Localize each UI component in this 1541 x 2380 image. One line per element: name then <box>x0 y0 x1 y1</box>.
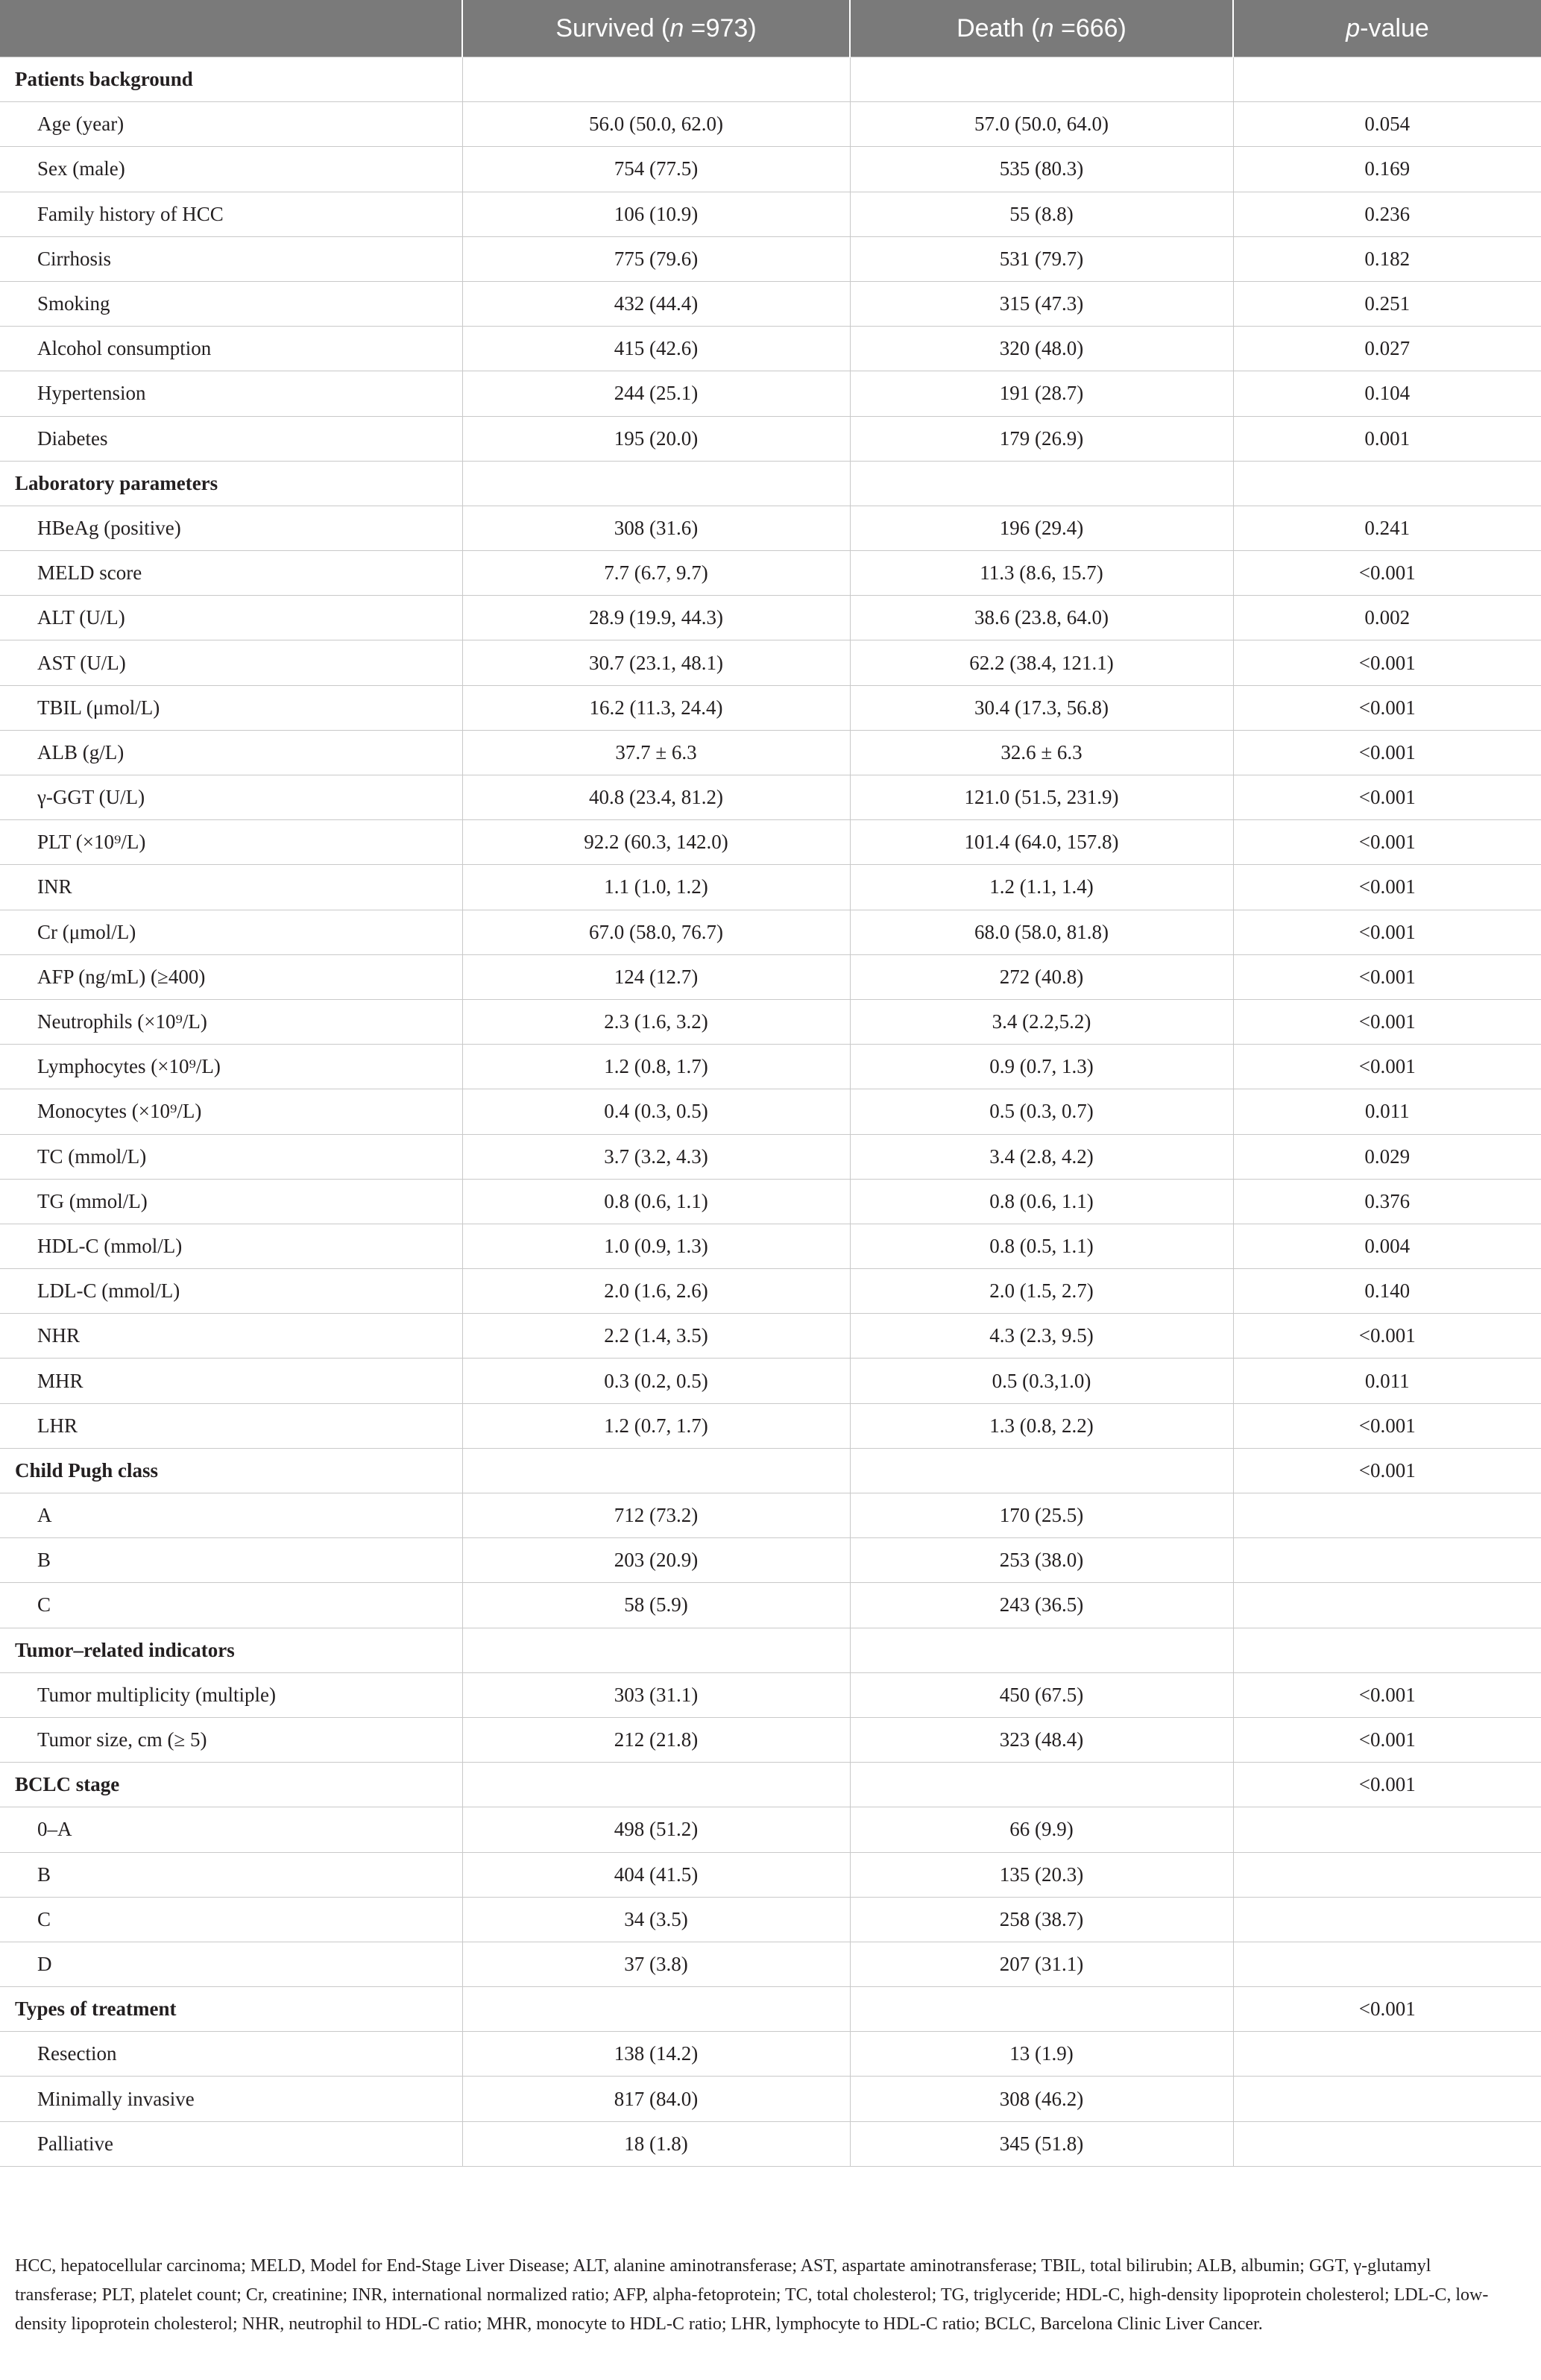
row-label: 0–A <box>0 1807 462 1852</box>
row-label: MHR <box>0 1359 462 1403</box>
survived-value: 2.2 (1.4, 3.5) <box>462 1314 850 1359</box>
death-value: 2.0 (1.5, 2.7) <box>850 1269 1233 1314</box>
header-variable <box>0 0 462 57</box>
death-value: 68.0 (58.0, 81.8) <box>850 910 1233 954</box>
survived-value: 754 (77.5) <box>462 147 850 192</box>
p-value: 0.169 <box>1233 147 1541 192</box>
row-label: LDL-C (mmol/L) <box>0 1269 462 1314</box>
row-label: Minimally invasive <box>0 2077 462 2121</box>
p-value <box>1233 461 1541 506</box>
survived-value <box>462 1448 850 1493</box>
survived-value: 0.4 (0.3, 0.5) <box>462 1089 850 1134</box>
survived-value: 212 (21.8) <box>462 1717 850 1762</box>
p-value: <0.001 <box>1233 1763 1541 1807</box>
row-label: C <box>0 1897 462 1942</box>
survived-value: 37 (3.8) <box>462 1942 850 1986</box>
p-value: 0.011 <box>1233 1089 1541 1134</box>
survived-value: 56.0 (50.0, 62.0) <box>462 102 850 147</box>
row-label: PLT (×10⁹/L) <box>0 820 462 865</box>
table-row <box>0 281 1541 326</box>
death-value: 3.4 (2.8, 4.2) <box>850 1134 1233 1179</box>
table-row <box>0 416 1541 461</box>
death-value: 66 (9.9) <box>850 1807 1233 1852</box>
survived-value: 308 (31.6) <box>462 506 850 550</box>
row-label: Neutrophils (×10⁹/L) <box>0 999 462 1044</box>
row-label: MELD score <box>0 551 462 596</box>
survived-value: 1.2 (0.7, 1.7) <box>462 1403 850 1448</box>
table-header <box>0 0 1541 57</box>
header-death-prefix: Death ( <box>957 13 1040 42</box>
survived-value: 404 (41.5) <box>462 1852 850 1897</box>
table-row <box>0 1403 1541 1448</box>
table-row <box>0 1224 1541 1268</box>
section-row <box>0 1628 1541 1672</box>
row-label: D <box>0 1942 462 1986</box>
row-label: Tumor size, cm (≥ 5) <box>0 1717 462 1762</box>
table-row <box>0 2032 1541 2077</box>
death-value: 345 (51.8) <box>850 2121 1233 2166</box>
p-value: 0.001 <box>1233 416 1541 461</box>
table-row <box>0 551 1541 596</box>
survived-value: 432 (44.4) <box>462 281 850 326</box>
survived-value: 30.7 (23.1, 48.1) <box>462 640 850 685</box>
survived-value: 303 (31.1) <box>462 1672 850 1717</box>
survived-value <box>462 1628 850 1672</box>
table-row <box>0 1852 1541 1897</box>
death-value: 535 (80.3) <box>850 147 1233 192</box>
survived-value <box>462 1987 850 2032</box>
p-value: <0.001 <box>1233 999 1541 1044</box>
survived-value: 58 (5.9) <box>462 1583 850 1628</box>
table-row <box>0 685 1541 730</box>
death-value: 4.3 (2.3, 9.5) <box>850 1314 1233 1359</box>
survived-value: 3.7 (3.2, 4.3) <box>462 1134 850 1179</box>
survived-value: 2.3 (1.6, 3.2) <box>462 999 850 1044</box>
table-row <box>0 327 1541 371</box>
survived-value: 1.0 (0.9, 1.3) <box>462 1224 850 1268</box>
table-row <box>0 1179 1541 1224</box>
header-survived <box>462 0 850 57</box>
death-value: 0.5 (0.3, 0.7) <box>850 1089 1233 1134</box>
table-row <box>0 865 1541 910</box>
death-value <box>850 1448 1233 1493</box>
survived-value: 1.2 (0.8, 1.7) <box>462 1045 850 1089</box>
survived-value: 34 (3.5) <box>462 1897 850 1942</box>
survived-value: 124 (12.7) <box>462 954 850 999</box>
table-row <box>0 1538 1541 1583</box>
p-value: 0.054 <box>1233 102 1541 147</box>
p-value: <0.001 <box>1233 1672 1541 1717</box>
table-row <box>0 1134 1541 1179</box>
p-value <box>1233 1493 1541 1538</box>
row-label: AST (U/L) <box>0 640 462 685</box>
p-value: <0.001 <box>1233 954 1541 999</box>
table-row <box>0 1359 1541 1403</box>
death-value <box>850 1987 1233 2032</box>
p-value <box>1233 1942 1541 1986</box>
p-value: 0.182 <box>1233 236 1541 281</box>
death-value: 32.6 ± 6.3 <box>850 730 1233 775</box>
table-row <box>0 640 1541 685</box>
p-value: <0.001 <box>1233 640 1541 685</box>
p-value: <0.001 <box>1233 1314 1541 1359</box>
p-value: <0.001 <box>1233 865 1541 910</box>
section-row <box>0 1763 1541 1807</box>
death-value: 243 (36.5) <box>850 1583 1233 1628</box>
row-label: Age (year) <box>0 102 462 147</box>
section-row <box>0 1987 1541 2032</box>
death-value: 0.8 (0.5, 1.1) <box>850 1224 1233 1268</box>
survived-value: 498 (51.2) <box>462 1807 850 1852</box>
header-death <box>850 0 1233 57</box>
p-value: <0.001 <box>1233 1448 1541 1493</box>
row-label: Resection <box>0 2032 462 2077</box>
header-death-suffix: =666) <box>1053 13 1126 42</box>
survived-value: 7.7 (6.7, 9.7) <box>462 551 850 596</box>
death-value: 315 (47.3) <box>850 281 1233 326</box>
death-value: 1.2 (1.1, 1.4) <box>850 865 1233 910</box>
p-value: 0.236 <box>1233 192 1541 236</box>
table-row <box>0 102 1541 147</box>
table-row <box>0 2077 1541 2121</box>
row-label: Sex (male) <box>0 147 462 192</box>
p-value <box>1233 1807 1541 1852</box>
section-row <box>0 57 1541 102</box>
row-label: Lymphocytes (×10⁹/L) <box>0 1045 462 1089</box>
survived-value: 67.0 (58.0, 76.7) <box>462 910 850 954</box>
row-label: Patients background <box>0 57 462 102</box>
death-value <box>850 1628 1233 1672</box>
death-value: 121.0 (51.5, 231.9) <box>850 775 1233 820</box>
death-value: 3.4 (2.2,5.2) <box>850 999 1233 1044</box>
p-value: 0.241 <box>1233 506 1541 550</box>
death-value: 450 (67.5) <box>850 1672 1233 1717</box>
survived-value: 106 (10.9) <box>462 192 850 236</box>
survived-value: 195 (20.0) <box>462 416 850 461</box>
p-value <box>1233 2032 1541 2077</box>
table-row <box>0 1314 1541 1359</box>
row-label: Child Pugh class <box>0 1448 462 1493</box>
p-value: <0.001 <box>1233 1403 1541 1448</box>
table-row <box>0 730 1541 775</box>
p-value: 0.002 <box>1233 596 1541 640</box>
survived-value: 775 (79.6) <box>462 236 850 281</box>
row-label: Family history of HCC <box>0 192 462 236</box>
p-value: 0.251 <box>1233 281 1541 326</box>
row-label: B <box>0 1538 462 1583</box>
table-row <box>0 1089 1541 1134</box>
row-label: Diabetes <box>0 416 462 461</box>
survived-value: 138 (14.2) <box>462 2032 850 2077</box>
row-label: A <box>0 1493 462 1538</box>
row-label: Alcohol consumption <box>0 327 462 371</box>
header-death-n: n <box>1039 13 1054 42</box>
row-label: C <box>0 1583 462 1628</box>
table-row <box>0 1045 1541 1089</box>
header-survived-n: n <box>669 13 684 42</box>
row-label: AFP (ng/mL) (≥400) <box>0 954 462 999</box>
death-value: 13 (1.9) <box>850 2032 1233 2077</box>
p-value <box>1233 1897 1541 1942</box>
row-label: Tumor multiplicity (multiple) <box>0 1672 462 1717</box>
table-row <box>0 147 1541 192</box>
survived-value: 92.2 (60.3, 142.0) <box>462 820 850 865</box>
survived-value: 16.2 (11.3, 24.4) <box>462 685 850 730</box>
survived-value <box>462 1763 850 1807</box>
section-row <box>0 1448 1541 1493</box>
death-value <box>850 461 1233 506</box>
table-row <box>0 1493 1541 1538</box>
death-value: 179 (26.9) <box>850 416 1233 461</box>
p-value: <0.001 <box>1233 551 1541 596</box>
table-row <box>0 1897 1541 1942</box>
death-value: 191 (28.7) <box>850 371 1233 416</box>
p-value: <0.001 <box>1233 910 1541 954</box>
death-value: 323 (48.4) <box>850 1717 1233 1762</box>
table-row <box>0 596 1541 640</box>
row-label: BCLC stage <box>0 1763 462 1807</box>
survived-value: 18 (1.8) <box>462 2121 850 2166</box>
death-value: 258 (38.7) <box>850 1897 1233 1942</box>
death-value <box>850 57 1233 102</box>
header-p-suffix: -value <box>1360 13 1429 42</box>
row-label: ALB (g/L) <box>0 730 462 775</box>
survived-value: 0.3 (0.2, 0.5) <box>462 1359 850 1403</box>
row-label: Smoking <box>0 281 462 326</box>
row-label: HDL-C (mmol/L) <box>0 1224 462 1268</box>
p-value: 0.029 <box>1233 1134 1541 1179</box>
table-row <box>0 1583 1541 1628</box>
p-value <box>1233 1852 1541 1897</box>
header-p-letter: p <box>1346 13 1361 42</box>
row-label: Monocytes (×10⁹/L) <box>0 1089 462 1134</box>
table-row <box>0 775 1541 820</box>
row-label: TBIL (μmol/L) <box>0 685 462 730</box>
p-value <box>1233 2077 1541 2121</box>
row-label: NHR <box>0 1314 462 1359</box>
death-value: 57.0 (50.0, 64.0) <box>850 102 1233 147</box>
table-row <box>0 999 1541 1044</box>
survived-value: 37.7 ± 6.3 <box>462 730 850 775</box>
death-value: 135 (20.3) <box>850 1852 1233 1897</box>
survived-value: 2.0 (1.6, 2.6) <box>462 1269 850 1314</box>
death-value: 320 (48.0) <box>850 327 1233 371</box>
table-row <box>0 506 1541 550</box>
survived-value: 40.8 (23.4, 81.2) <box>462 775 850 820</box>
p-value: 0.376 <box>1233 1179 1541 1224</box>
death-value <box>850 1763 1233 1807</box>
death-value: 0.5 (0.3,1.0) <box>850 1359 1233 1403</box>
table-row <box>0 236 1541 281</box>
death-value: 0.9 (0.7, 1.3) <box>850 1045 1233 1089</box>
survived-value: 817 (84.0) <box>462 2077 850 2121</box>
p-value: 0.011 <box>1233 1359 1541 1403</box>
survived-value: 0.8 (0.6, 1.1) <box>462 1179 850 1224</box>
row-label: γ-GGT (U/L) <box>0 775 462 820</box>
table-row <box>0 820 1541 865</box>
row-label: Hypertension <box>0 371 462 416</box>
header-survived-prefix: Survived ( <box>555 13 670 42</box>
p-value: <0.001 <box>1233 685 1541 730</box>
survived-value <box>462 461 850 506</box>
table-row <box>0 1269 1541 1314</box>
table-row <box>0 2121 1541 2166</box>
death-value: 101.4 (64.0, 157.8) <box>850 820 1233 865</box>
survived-value: 712 (73.2) <box>462 1493 850 1538</box>
p-value <box>1233 2121 1541 2166</box>
survived-value: 415 (42.6) <box>462 327 850 371</box>
row-label: LHR <box>0 1403 462 1448</box>
death-value: 170 (25.5) <box>850 1493 1233 1538</box>
row-label: HBeAg (positive) <box>0 506 462 550</box>
row-label: Cr (μmol/L) <box>0 910 462 954</box>
p-value: <0.001 <box>1233 820 1541 865</box>
table-row <box>0 1807 1541 1852</box>
survived-value: 1.1 (1.0, 1.2) <box>462 865 850 910</box>
row-label: ALT (U/L) <box>0 596 462 640</box>
table-row <box>0 371 1541 416</box>
p-value: <0.001 <box>1233 1717 1541 1762</box>
p-value: <0.001 <box>1233 775 1541 820</box>
survived-value: 203 (20.9) <box>462 1538 850 1583</box>
p-value: 0.104 <box>1233 371 1541 416</box>
death-value: 11.3 (8.6, 15.7) <box>850 551 1233 596</box>
section-row <box>0 461 1541 506</box>
p-value: 0.140 <box>1233 1269 1541 1314</box>
p-value: <0.001 <box>1233 1987 1541 2032</box>
death-value: 196 (29.4) <box>850 506 1233 550</box>
p-value: <0.001 <box>1233 1045 1541 1089</box>
table-row <box>0 1942 1541 1986</box>
header-survived-suffix: =973) <box>684 13 757 42</box>
death-value: 1.3 (0.8, 2.2) <box>850 1403 1233 1448</box>
death-value: 0.8 (0.6, 1.1) <box>850 1179 1233 1224</box>
table-body <box>0 57 1541 2167</box>
row-label: TC (mmol/L) <box>0 1134 462 1179</box>
table-row <box>0 1717 1541 1762</box>
death-value: 253 (38.0) <box>850 1538 1233 1583</box>
row-label: Cirrhosis <box>0 236 462 281</box>
table-row <box>0 954 1541 999</box>
row-label: Palliative <box>0 2121 462 2166</box>
death-value: 55 (8.8) <box>850 192 1233 236</box>
row-label: INR <box>0 865 462 910</box>
p-value <box>1233 1628 1541 1672</box>
death-value: 207 (31.1) <box>850 1942 1233 1986</box>
table-row <box>0 1672 1541 1717</box>
row-label: B <box>0 1852 462 1897</box>
row-label: Types of treatment <box>0 1987 462 2032</box>
table-row <box>0 910 1541 954</box>
p-value <box>1233 1538 1541 1583</box>
p-value: 0.027 <box>1233 327 1541 371</box>
death-value: 308 (46.2) <box>850 2077 1233 2121</box>
p-value: <0.001 <box>1233 730 1541 775</box>
death-value: 30.4 (17.3, 56.8) <box>850 685 1233 730</box>
survived-value: 28.9 (19.9, 44.3) <box>462 596 850 640</box>
death-value: 272 (40.8) <box>850 954 1233 999</box>
survived-value: 244 (25.1) <box>462 371 850 416</box>
table-row <box>0 192 1541 236</box>
p-value <box>1233 1583 1541 1628</box>
p-value <box>1233 57 1541 102</box>
row-label: Laboratory parameters <box>0 461 462 506</box>
survived-value <box>462 57 850 102</box>
p-value: 0.004 <box>1233 1224 1541 1268</box>
header-p-value <box>1233 0 1541 57</box>
death-value: 62.2 (38.4, 121.1) <box>850 640 1233 685</box>
death-value: 38.6 (23.8, 64.0) <box>850 596 1233 640</box>
header-row <box>0 0 1541 57</box>
row-label: Tumor–related indicators <box>0 1628 462 1672</box>
table-footnote: HCC, hepatocellular carcinoma; MELD, Model for End-Stage Liver Disease; ALT, alanine aminotransferase; AST, aspartate aminotransferase; TBIL, total bilirubin; ALB, albumin; GGT, γ-glutamyl transferase; PLT, platelet count; Cr, creatinine; INR, international normalized ratio; AFP, alpha-fetoprotein; TC, total cholesterol; TG, triglyceride; HDL-C, high-density lipoprotein cholesterol; LDL-C, low-density lipoprotein cholesterol; NHR, neutrophil to HDL-C ratio; MHR, monocyte to HDL-C ratio; LHR, lymphocyte to HDL-C ratio; BCLC, Barcelona Clinic Liver Cancer. <box>15 2256 1489 2334</box>
death-value: 531 (79.7) <box>850 236 1233 281</box>
row-label: TG (mmol/L) <box>0 1179 462 1224</box>
